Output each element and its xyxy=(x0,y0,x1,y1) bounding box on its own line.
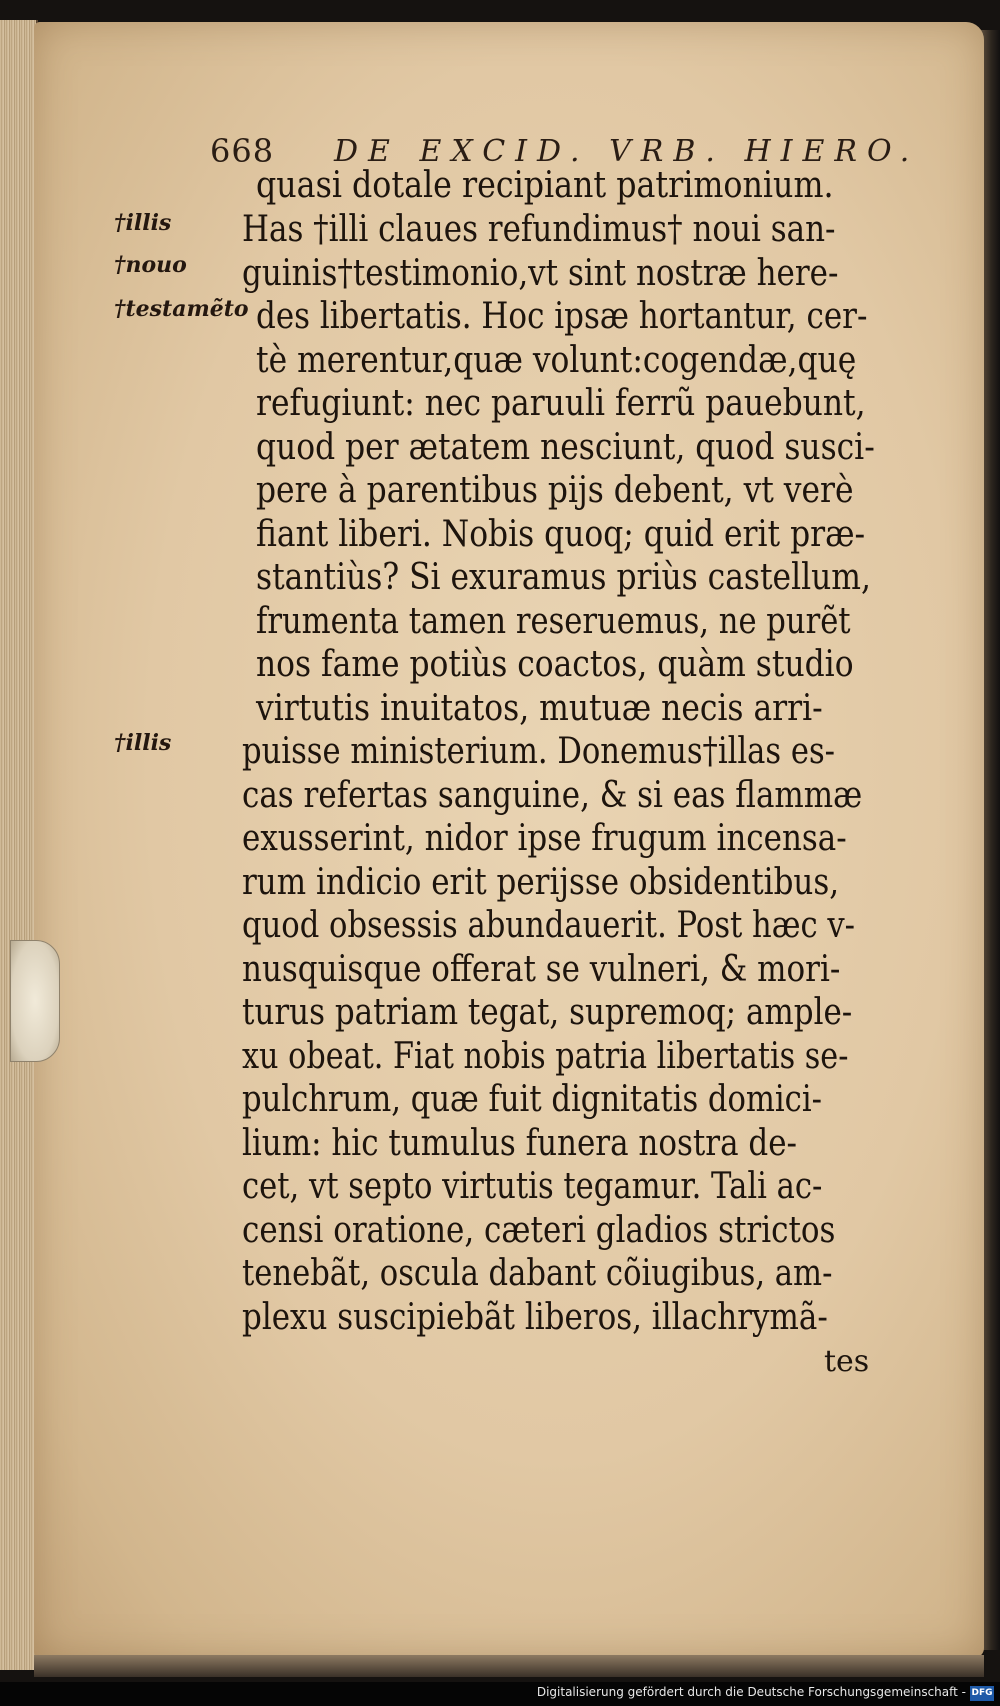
text-line: nusquisque offerat se vulneri, & mori- xyxy=(242,949,841,990)
catchword: tes xyxy=(824,1344,870,1379)
text-line: quasi dotale recipiant patrimonium. xyxy=(256,165,834,206)
text-line: tenebãt, oscula dabant cõiugibus, am- xyxy=(242,1253,833,1294)
text-line: turus patriam tegat, supremoq; ample- xyxy=(242,992,853,1033)
text-line: cet, vt septo virtutis tegamur. Tali ac- xyxy=(242,1166,823,1207)
text-line: pere à parentibus pijs debent, vt verè xyxy=(256,470,854,511)
text-line: cas refertas sanguine, & si eas flammæ xyxy=(242,775,863,816)
marginal-note: †illis xyxy=(114,730,172,756)
text-line: quod per ætatem nesciunt, quod susci- xyxy=(256,427,875,468)
text-line: refugiunt: nec paruuli ferrũ pauebunt, xyxy=(256,383,866,424)
page-number: 668 xyxy=(210,132,275,170)
text-line: puisse ministerium. Donemus†illas es- xyxy=(242,731,836,772)
marginal-note: †illis xyxy=(114,210,172,236)
marginal-note: †nouo xyxy=(114,252,187,278)
funding-credit: Digitalisierung gefördert durch die Deutsche Forschungsgemeinschaft - xyxy=(536,1685,966,1699)
text-line: pulchrum, quæ fuit dignitatis domici- xyxy=(242,1079,822,1120)
text-line: Has †illi claues refundimus† noui san- xyxy=(242,209,836,250)
book-fore-edge xyxy=(0,20,38,1670)
text-line: des libertatis. Hoc ipsæ hortantur, cer- xyxy=(256,296,868,337)
page-bottom-shadow xyxy=(34,1655,984,1677)
text-line: frumenta tamen reseruemus, ne purẽt xyxy=(256,601,851,642)
text-line: censi oratione, cæteri gladios strictos xyxy=(242,1210,836,1251)
text-line: rum indicio erit perijsse obsidentibus, xyxy=(242,862,840,903)
text-line: xu obeat. Fiat nobis patria libertatis se- xyxy=(242,1036,849,1077)
book-page xyxy=(34,22,984,1658)
dfg-logo: DFG xyxy=(970,1686,994,1701)
digitization-footer xyxy=(0,1682,1000,1706)
text-line: stantiùs? Si exuramus priùs castellum, xyxy=(256,557,871,598)
text-line: tè merentur,quæ volunt:cogendæ,quę xyxy=(256,340,857,381)
text-line: quod obsessis abundauerit. Post hæc v- xyxy=(242,905,856,946)
text-line: virtutis inuitatos, mutuæ necis arri- xyxy=(256,688,823,729)
text-line: plexu suscipiebãt liberos, illachrymã- xyxy=(242,1297,828,1338)
paper-bookmark xyxy=(10,940,60,1062)
marginal-note: †testamẽto xyxy=(114,296,249,322)
text-line: guinis†testimonio,vt sint nostræ here- xyxy=(242,253,839,294)
text-line: lium: hic tumulus funera nostra de- xyxy=(242,1123,798,1164)
text-line: exusserint, nidor ipse frugum incensa- xyxy=(242,818,847,859)
running-title: DE EXCID. VRB. HIERO. xyxy=(334,134,920,169)
text-line: fiant liberi. Nobis quoq; quid erit præ- xyxy=(256,514,866,555)
text-line: nos fame potiùs coactos, quàm studio xyxy=(256,644,854,685)
